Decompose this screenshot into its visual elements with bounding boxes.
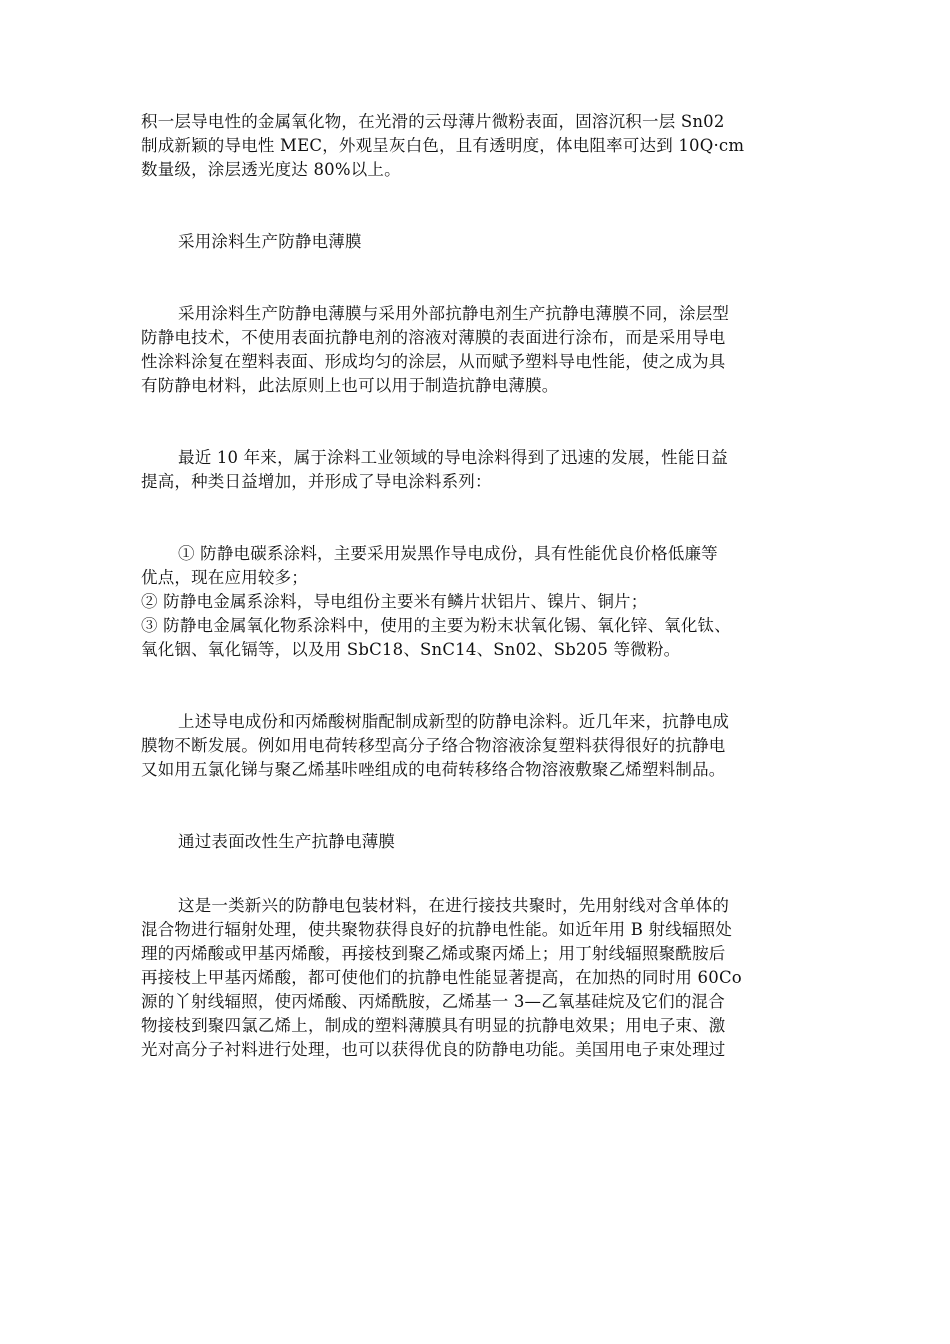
text-line: ② 防静电金属系涂料，导电组份主要米有鳞片状铝片、镍片、铜片； [141, 592, 648, 611]
spacer [141, 254, 816, 302]
text-line: 制成新颖的导电性 MEC，外观呈灰白色，且有透明度，体电阻率可达到 10Q·cm [141, 136, 745, 155]
document-page [141, 110, 816, 1062]
list-item [141, 614, 816, 662]
text-line: 上述导电成份和丙烯酸树脂配制成新型的防静电涂料。近几年来，抗静电成 [178, 712, 730, 731]
section-heading-coating [141, 230, 816, 254]
section-heading-surface-modification [141, 830, 816, 854]
text-line: 最近 10 年来，属于涂料工业领域的导电涂料得到了迅速的发展，性能日益 [178, 448, 728, 467]
spacer [141, 494, 816, 542]
text-line: 性涂料涂复在塑料表面、形成均匀的涂层，从而赋予塑料导电性能，使之成为具 [141, 352, 726, 371]
text-line: 数量级，涂层透光度达 80%以上。 [141, 160, 401, 179]
text-line: 这是一类新兴的防静电包装材料，在进行接技共聚时，先用射线对含单体的 [178, 896, 730, 915]
heading-text: 采用涂料生产防静电薄膜 [178, 232, 362, 251]
coating-type-list [141, 542, 816, 662]
paragraph-conductive-coatings [141, 446, 816, 494]
text-line: 积一层导电性的金属氧化物，在光滑的云母薄片微粉表面，固溶沉积一层 Sn02 [141, 112, 725, 131]
paragraph-acrylic-coating [141, 710, 816, 782]
paragraph-coating-method [141, 302, 816, 398]
text-line: 有防静电材料，此法原则上也可以用于制造抗静电薄膜。 [141, 376, 559, 395]
text-line: ③ 防静电金属氧化物系涂料中，使用的主要为粉末状氧化锡、氧化锌、氧化钛、 [141, 616, 731, 635]
spacer [141, 398, 816, 446]
paragraph-graft-copolymer [141, 894, 816, 1062]
text-line: 防静电技术，不使用表面抗静电剂的溶液对薄膜的表面进行涂布，而是采用导电 [141, 328, 726, 347]
text-line: 混合物进行辐射处理，使共聚物获得良好的抗静电性能。如近年用 B 射线辐照处 [141, 920, 733, 939]
spacer [141, 854, 816, 894]
text-line: 提高，种类日益增加，并形成了导电涂料系列： [141, 472, 492, 491]
text-line: 物接枝到聚四氯乙烯上，制成的塑料薄膜具有明显的抗静电效果；用电子束、激 [141, 1016, 726, 1035]
spacer [141, 182, 816, 230]
text-line: 又如用五氯化锑与聚乙烯基咔唑组成的电荷转移络合物溶液敷聚乙烯塑料制品。 [141, 760, 726, 779]
list-item [141, 590, 816, 614]
text-line: 膜物不断发展。例如用电荷转移型高分子络合物溶液涂复塑料获得很好的抗静电 [141, 736, 726, 755]
text-line: 理的丙烯酸或甲基丙烯酸，再接枝到聚乙烯或聚丙烯上；用丁射线辐照聚酰胺后 [141, 944, 726, 963]
text-line: 光对高分子衬料进行处理，也可以获得优良的防静电功能。美国用电子束处理过 [141, 1040, 726, 1059]
heading-text: 通过表面改性生产抗静电薄膜 [178, 832, 396, 851]
spacer [141, 662, 816, 710]
list-item [141, 542, 816, 590]
text-line: 源的丫射线辐照，使丙烯酸、丙烯酰胺，乙烯基一 3—乙氧基硅烷及它们的混合 [141, 992, 725, 1011]
spacer [141, 782, 816, 830]
text-line: 再接枝上甲基丙烯酸，都可使他们的抗静电性能显著提高，在加热的同时用 60Co [141, 968, 742, 987]
paragraph-metal-oxide-mec [141, 110, 816, 182]
text-line: 优点，现在应用较多； [141, 568, 308, 587]
text-line: ① 防静电碳系涂料，主要采用炭黑作导电成份，具有性能优良价格低廉等 [178, 544, 718, 563]
text-line: 氧化铟、氧化镉等，以及用 SbC18、SnC14、Sn02、Sb205 等微粉。 [141, 640, 681, 659]
text-line: 采用涂料生产防静电薄膜与采用外部抗静电剂生产抗静电薄膜不同，涂层型 [178, 304, 730, 323]
